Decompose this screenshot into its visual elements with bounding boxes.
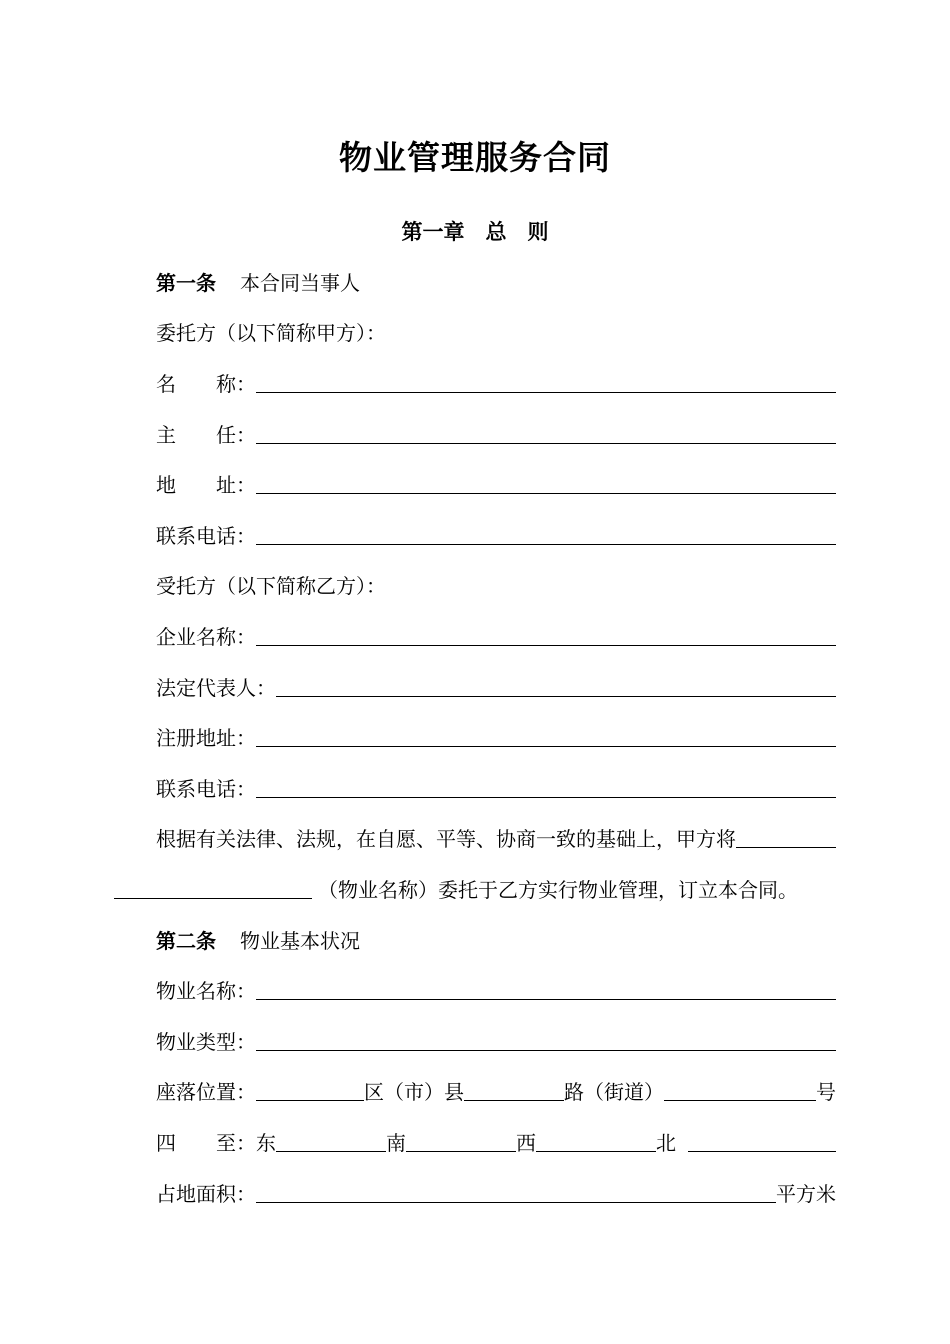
boundary-west-field[interactable] — [536, 1150, 656, 1152]
area-label: 占地面积： — [156, 1182, 256, 1206]
area-field[interactable] — [256, 1201, 776, 1203]
article-1-title: 本合同当事人 — [240, 271, 360, 295]
party-b-company-field[interactable] — [256, 644, 836, 646]
property-area-row — [156, 1173, 836, 1207]
preamble-text-2: （物业名称）委托于乙方实行物业管理，订立本合同。 — [318, 878, 798, 902]
party-b-address-field[interactable] — [256, 745, 836, 747]
party-a-heading — [156, 312, 836, 346]
party-a-name-row — [156, 363, 836, 397]
property-type-row — [156, 1021, 836, 1055]
property-name-field[interactable] — [256, 998, 836, 1000]
party-b-phone-row — [156, 768, 836, 802]
preamble-text-1: 根据有关法律、法规，在自愿、平等、协商一致的基础上，甲方将 — [156, 827, 736, 851]
preamble-line-1 — [156, 818, 836, 852]
chapter-heading: 第一章 总 则 — [401, 220, 549, 244]
party-a-name-field[interactable] — [256, 391, 836, 393]
location-number-text: 号 — [816, 1080, 836, 1104]
article-2-title: 物业基本状况 — [240, 929, 360, 953]
article-2-heading — [156, 920, 836, 954]
party-a-address-field[interactable] — [256, 492, 836, 494]
boundary-north-field[interactable] — [688, 1150, 836, 1152]
location-district-field[interactable] — [256, 1099, 364, 1101]
party-a-heading-text: 委托方（以下简称甲方）： — [156, 321, 386, 345]
party-b-rep-field[interactable] — [276, 695, 836, 697]
location-label: 座落位置： — [156, 1080, 256, 1104]
location-district-text: 区（市）县 — [364, 1080, 464, 1104]
boundary-south-field[interactable] — [406, 1150, 516, 1152]
preamble-property-field-b[interactable] — [114, 897, 312, 899]
article-1-number: 第一条 — [156, 271, 216, 295]
party-b-company-row — [156, 616, 836, 650]
party-b-rep-label: 法定代表人： — [156, 676, 276, 700]
party-b-rep-row — [156, 667, 836, 701]
party-a-phone-label: 联系电话： — [156, 524, 256, 548]
party-b-phone-label: 联系电话： — [156, 777, 256, 801]
boundary-east-text: 东 — [256, 1131, 276, 1155]
party-a-name-label: 名 称： — [156, 372, 256, 396]
location-road-field[interactable] — [464, 1099, 564, 1101]
boundary-label: 四 至： — [156, 1131, 256, 1155]
party-b-phone-field[interactable] — [256, 796, 836, 798]
location-road-text: 路（街道） — [564, 1080, 664, 1104]
party-a-phone-field[interactable] — [256, 543, 836, 545]
party-a-address-row — [156, 464, 836, 498]
area-unit-text: 平方米 — [776, 1182, 836, 1206]
party-b-heading-text: 受托方（以下简称乙方）： — [156, 574, 386, 598]
party-a-address-label: 地 址： — [156, 473, 256, 497]
property-name-row — [156, 970, 836, 1004]
property-location-row — [156, 1071, 836, 1105]
party-a-director-label: 主 任： — [156, 423, 256, 447]
party-a-director-row — [156, 414, 836, 448]
property-boundary-row — [156, 1122, 836, 1156]
party-a-director-field[interactable] — [256, 442, 836, 444]
document-title: 物业管理服务合同 — [339, 138, 611, 177]
party-b-address-label: 注册地址： — [156, 726, 256, 750]
property-name-label: 物业名称： — [156, 979, 256, 1003]
boundary-south-text: 南 — [386, 1131, 406, 1155]
property-type-label: 物业类型： — [156, 1030, 256, 1054]
preamble-property-field-a[interactable] — [736, 846, 836, 848]
boundary-east-field[interactable] — [276, 1150, 386, 1152]
boundary-west-text: 西 — [516, 1131, 536, 1155]
property-type-field[interactable] — [256, 1049, 836, 1051]
boundary-north-text: 北 — [656, 1131, 676, 1155]
party-b-heading — [156, 565, 836, 599]
party-b-address-row — [156, 717, 836, 751]
article-1-heading — [156, 262, 836, 296]
preamble-line-2 — [114, 869, 836, 903]
party-b-company-label: 企业名称： — [156, 625, 256, 649]
location-number-field[interactable] — [664, 1099, 816, 1101]
party-a-phone-row — [156, 515, 836, 549]
article-2-number: 第二条 — [156, 929, 216, 953]
